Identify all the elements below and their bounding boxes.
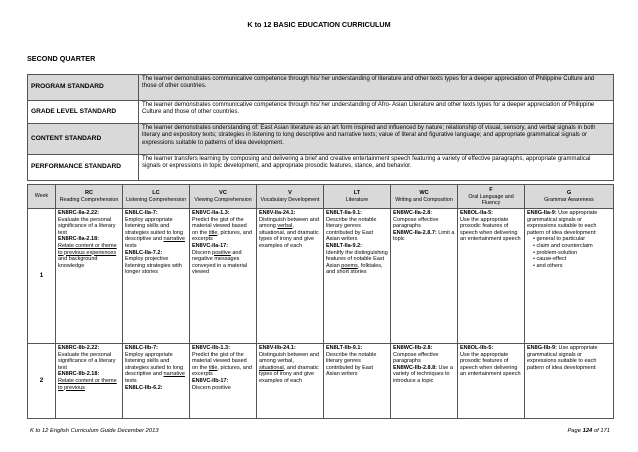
competency-code: EN8G-IIa-9: <box>527 210 557 216</box>
competency-code: EN8VC-IIb-1.3: <box>192 345 230 351</box>
curriculum-table <box>27 184 614 419</box>
competency-text: and background knowledge <box>58 256 98 269</box>
grade-level-standard-text: The learner demonstrates communicative competence through his/ her understanding of Afro- Asian Literature and other texts types for a deeper appreciation of Philippine Culture and those of other countries. <box>139 101 614 124</box>
competency-text: Use appropriate grammatical signals or expressions suitable to each pattern of idea development: <box>527 210 598 236</box>
cell-lt <box>324 344 391 419</box>
competency-text: Relate content or theme to previous <box>58 377 117 391</box>
column-code: F <box>489 186 493 193</box>
column-header-week: Week <box>28 185 56 209</box>
competency-code: EN8LT-IIb-9.1: <box>326 345 363 351</box>
competency-code: EN8RC-IIb-2.18: <box>58 371 100 378</box>
competency-text: , and dramatic types of irony and give examples of each <box>259 364 319 384</box>
list-item: • general to particular <box>533 236 611 243</box>
competency-text: texts <box>125 377 137 384</box>
grade-level-standard-row <box>28 101 614 124</box>
column-name: Viewing Comprehension <box>194 196 252 203</box>
table-row <box>28 209 614 344</box>
competency-text: Distinguish between and among verbal, <box>259 351 319 365</box>
program-standard-label: PROGRAM STANDARD <box>28 75 139 101</box>
cell-f <box>458 209 525 344</box>
standards-table <box>27 74 614 181</box>
column-header-f <box>458 185 525 209</box>
quarter-heading: SECOND QUARTER <box>27 54 96 63</box>
column-header-wc <box>391 185 458 209</box>
competency-text: positive <box>212 249 231 256</box>
column-name: Literature <box>345 196 369 203</box>
competency-text: , pictures, and excerpts <box>192 364 252 378</box>
column-code: VC <box>219 189 227 196</box>
competency-text: narrative <box>163 371 185 378</box>
cell-g <box>525 344 614 419</box>
idea-pattern-list <box>533 236 611 269</box>
competency-code: EN8LT-IIa-9.1: <box>326 210 362 216</box>
competency-text: Compose effective paragraphs <box>393 216 439 230</box>
competency-text: texts <box>125 242 137 249</box>
column-header-lc <box>123 185 190 209</box>
page-of-label: of <box>592 428 601 434</box>
competency-code: EN8RC-IIb-2.22: <box>58 345 100 351</box>
column-code: WC <box>419 189 429 196</box>
cell-vc <box>190 209 257 344</box>
competency-text: Employ projective listening strategies with longer stories <box>125 256 182 276</box>
table-row <box>28 344 614 419</box>
competency-text: and negative messages conveyed in a material viewed <box>192 249 248 276</box>
column-header-v <box>257 185 324 209</box>
program-standard-text: The learner demonstrates communicative competence through his/ her understanding of literature and other texts types for a deeper appreciation of Philippine Culture and those of other countries. <box>139 75 614 101</box>
list-item: • cause-effect <box>533 256 611 263</box>
page-number <box>567 428 610 434</box>
grade-level-standard-label: GRADE LEVEL STANDARD <box>28 101 139 124</box>
competency-text: title <box>208 364 218 371</box>
competency-text: title <box>208 229 218 236</box>
cell-lc <box>123 344 190 419</box>
cell-lt <box>324 209 391 344</box>
column-header-g <box>525 185 614 209</box>
competency-code: EN8VC-IIa-17: <box>192 242 229 249</box>
competency-text: Compose effective paragraphs <box>393 351 439 365</box>
page-footer <box>30 428 610 438</box>
performance-standard-text: The learner transfers learning by composing and delivering a brief and creative entertainment speech featuring a variety of effective paragraphs, appropriate grammatical signals or expressions in topic development, and appropriate prosodic features, stance, and behavior. <box>139 155 614 181</box>
total-pages: 171 <box>600 428 610 434</box>
document-title: K to 12 BASIC EDUCATION CURRICULUM <box>247 20 391 29</box>
competency-code: EN8VC-IIb-17: <box>192 377 229 384</box>
competency-code: EN8LT-IIa-9.2: <box>326 242 362 249</box>
content-standard-text: The learner demonstrates understanding of: East Asian literature as an art form inspired and influenced by nature; relationship of visual, sensory, and verbal signals in both literary and expository texts; strategies in listening to long descriptive and narrative texts; value of literal and figurative language; and appropriate grammatical signals or expressions suitable to patterns of idea development. <box>139 124 614 155</box>
content-standard-row <box>28 124 614 155</box>
column-name: Oral Language and Fluency <box>468 193 514 206</box>
competency-text: verbal <box>277 223 293 230</box>
competency-text: Employ appropriate listening skills and strategies suited to long descriptive and <box>125 216 184 243</box>
competency-text: , folktales, and short stories <box>326 262 383 276</box>
competency-code: EN8WC-IIa-2.8.7: <box>393 229 437 236</box>
week-number: 2 <box>28 344 56 419</box>
competency-text: Use a variety of techniques to introduce a topic <box>393 364 453 384</box>
competency-text: Predict the gist of the material viewed based on the <box>192 351 247 371</box>
cell-g <box>525 209 614 344</box>
column-header-rc <box>56 185 123 209</box>
competency-code: EN8RC-IIa-2.18: <box>58 236 99 243</box>
column-header-row <box>28 185 614 209</box>
competency-code: EN8OL-IIa-5: <box>460 210 494 216</box>
competency-code: EN8V-IIb-24.1: <box>259 345 296 351</box>
competency-text: Distinguish between and among <box>259 216 319 230</box>
cell-v <box>257 344 324 419</box>
cell-v <box>257 209 324 344</box>
list-item: • claim and counterclaim <box>533 243 611 250</box>
competency-text: Describe the notable literary genres contributed by East Asian writers <box>326 351 377 378</box>
cell-rc <box>56 344 123 419</box>
column-name: Listening Comprehension <box>125 196 187 203</box>
competency-text: Use appropriate grammatical signals or expressions suitable to each pattern of idea development: <box>527 345 598 371</box>
column-code: V <box>288 189 292 196</box>
cell-wc <box>391 209 458 344</box>
column-name: Grammar Awareness <box>544 196 594 203</box>
column-code: RC <box>84 189 94 196</box>
list-item: • and others <box>533 263 611 270</box>
cell-wc <box>391 344 458 419</box>
competency-code: EN8LC-IIa-7.2: <box>125 249 163 256</box>
competency-code: EN8WC-IIa-2.8: <box>393 210 433 216</box>
competency-text: Predict the gist of the material viewed based on the <box>192 216 247 236</box>
competency-code: EN8WC-IIb-2.8: <box>393 345 433 351</box>
cell-vc <box>190 344 257 419</box>
column-name: Writing and Composition <box>395 196 453 203</box>
competency-text: , situational, and dramatic types of irony and give examples of each <box>259 223 319 249</box>
column-code: G <box>566 189 572 196</box>
competency-text: Describe the notable literary genres contributed by East Asian writers <box>326 216 377 243</box>
competency-text: Relate content or theme to previous experiences <box>58 242 117 256</box>
competency-code: EN8LC-IIb-7: <box>125 345 158 351</box>
competency-code: EN8RC-IIa-2.22: <box>58 210 99 216</box>
column-code: LC <box>152 189 160 196</box>
competency-code: EN8V-IIa-24.1: <box>259 210 296 216</box>
column-header-vc <box>190 185 257 209</box>
column-header-lt <box>324 185 391 209</box>
current-page: 124 <box>582 428 593 434</box>
competency-text: narrative <box>163 236 185 243</box>
competency-text: Discern positive <box>192 384 231 391</box>
page-label: Page <box>567 428 583 434</box>
competency-text: Identify the distinguishing features of notable East Asian <box>326 249 388 269</box>
competency-code: EN8VC-IIa-1.3: <box>192 210 230 216</box>
program-standard-row <box>28 75 614 101</box>
competency-code: EN8LC-IIa-7: <box>125 210 158 216</box>
week-number: 1 <box>28 209 56 344</box>
competency-text: situational <box>259 364 284 371</box>
column-name: Reading Comprehension <box>59 196 119 203</box>
competency-text: Limit a topic <box>393 229 455 243</box>
competency-text: , pictures, and excerpts <box>192 229 252 243</box>
performance-standard-label: PERFORMANCE STANDARD <box>28 155 139 181</box>
competency-code: EN8G-IIb-9: <box>527 345 557 351</box>
competency-text: Evaluate the personal significance of a literary text <box>58 216 116 236</box>
cell-lc <box>123 209 190 344</box>
content-standard-label: CONTENT STANDARD <box>28 124 139 155</box>
cell-rc <box>56 209 123 344</box>
competency-code: EN8OL-IIb-5: <box>460 345 494 351</box>
cell-f <box>458 344 525 419</box>
performance-standard-row <box>28 155 614 181</box>
column-name: Vocabulary Development <box>260 196 320 203</box>
list-item: • problem-solution <box>533 250 611 257</box>
competency-text: Employ appropriate listening skills and strategies suited to long descriptive and <box>125 351 184 378</box>
competency-code: EN8LC-IIb-6.2: <box>125 384 163 391</box>
footer-guide-title: K to 12 English Curriculum Guide December 2013 <box>30 428 159 434</box>
competency-text: Evaluate the personal significance of a literary text <box>58 351 116 371</box>
competency-text: Use the appropriate prosodic features of speech when delivering an entertainment speech <box>460 351 521 378</box>
competency-code: EN8WC-IIb-2.8.8: <box>393 364 438 371</box>
competency-text: Discern <box>192 249 213 256</box>
competency-text: poems <box>341 262 358 269</box>
column-code: LT <box>353 189 361 196</box>
competency-text: Use the appropriate prosodic features of speech when delivering an entertainment speech <box>460 216 521 243</box>
